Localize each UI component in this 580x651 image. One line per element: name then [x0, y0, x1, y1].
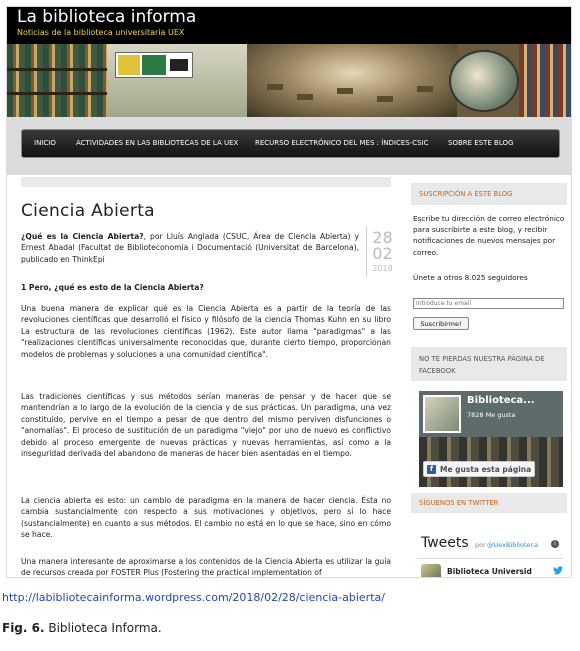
facebook-icon: f	[427, 465, 436, 474]
nav-item-recurso[interactable]: RECURSO ELECTRÓNICO DEL MES : ÍNDICES-CSIC	[255, 139, 429, 147]
bookshelf-image-right	[519, 44, 572, 117]
nav-item-sobre[interactable]: SOBRE ESTE BLOG	[448, 139, 514, 147]
blog-title[interactable]: La biblioteca informa	[17, 7, 197, 27]
figure-caption	[2, 621, 162, 635]
twitter-heading: SÍGUENOS EN TWITTER	[411, 493, 567, 513]
bookshelf-image	[7, 44, 107, 117]
blog-screenshot	[6, 6, 572, 578]
twitter-avatar[interactable]	[421, 564, 441, 578]
post-paragraph: Una buena manera de explicar qué es la Ciencia Abierta es a partir de la teoría de las revoluciones científicas que desarrolló el físico y filósofo de la ciencia Thomas Kuhn en su libro La estructura de las revoluciones científicas (1962). Este autor llama "paradigmas" a las "realizaciones científicas universalmente reconocidas que, durante cierto tiempo, proporcionan modelos de problemas y soluciones a una comunidad científica".	[21, 304, 391, 359]
biblioteca-logo	[115, 52, 193, 78]
globe-image	[449, 50, 519, 112]
sidebar	[411, 175, 572, 578]
blog-subtitle: Noticias de la biblioteca universitaria UEX	[17, 28, 185, 37]
post-area	[21, 175, 397, 578]
facebook-page-avatar[interactable]	[423, 395, 461, 433]
post-title[interactable]: Ciencia Abierta	[21, 201, 155, 221]
facebook-heading: NO TE PIERDAS NUESTRA PÁGINA DE FACEBOOK	[411, 347, 567, 381]
nav-item-inicio[interactable]: INICIO	[34, 139, 56, 147]
post-date	[366, 226, 397, 276]
reading-room-image	[247, 44, 457, 117]
post-date-month: 02	[372, 244, 393, 263]
source-url[interactable]: http://labibliotecainforma.wordpress.com/2018/02/28/ciencia-abierta/	[2, 591, 385, 604]
post-paragraph: Las tradiciones científicas y sus métodos serían maneras de pensar y de hacer que se mantendrían a lo largo de la evolución de la ciencia y de sus prácticas. Un paradigma, una vez constituido, pervive en el tiempo a pesar de que dentro del mismo perviven disfunciones o "anomalías". El proceso de sustitución de un paradigma "viejo" por uno de nuevo es conflictivo debido al proceso emergente de nuevas prácticas y nuevas herramientas, así como a la inseguridad derivada del abandono de maneras de hacer bien asentadas en el tiempo.	[21, 392, 391, 459]
nav-item-actividades[interactable]: ACTIVIDADES EN LAS BIBLIOTECAS DE LA UEX	[76, 139, 239, 147]
tweets-title: Tweets	[421, 535, 469, 551]
header-banner-image	[7, 44, 572, 117]
figure-text: Biblioteca Informa.	[44, 621, 162, 635]
followers-count: Únete a otros 8.025 seguidores	[413, 273, 528, 282]
twitter-divider	[417, 558, 563, 559]
figure-label: Fig. 6.	[2, 621, 45, 635]
intro-text: , por Lluís Anglada (CSUC, Área de Ciencia Abierta) y Ernest Abadal (Facultat de Biblioteconomia i Documentació (Universitat de Barcelona), publicado en ThinkEpi	[21, 232, 359, 264]
twitter-user-name[interactable]: Biblioteca Universid	[447, 567, 532, 576]
facebook-widget[interactable]	[419, 391, 563, 487]
subscribe-button[interactable]: Suscribirme!	[413, 317, 469, 330]
main-nav	[21, 129, 560, 158]
email-field[interactable]	[413, 298, 564, 309]
section-heading: 1 Pero, ¿qué es esto de la Ciencia Abierta?	[21, 283, 204, 292]
tweets-by: por	[475, 541, 486, 549]
facebook-page-name[interactable]: Biblioteca...	[467, 395, 535, 406]
subscribe-text: Escribe tu dirección de correo electrónico para suscribirte a este blog, y recibir notificaciones de nuevos mensajes por correo.	[413, 214, 565, 257]
post-date-year: 2018	[372, 264, 393, 273]
post-divider	[21, 177, 391, 187]
post-date-day: 28	[372, 228, 393, 247]
intro-link[interactable]: ¿Qué es la Ciencia Abierta?	[21, 232, 144, 241]
twitter-handle-link[interactable]: @UexBiblioteca	[487, 541, 539, 549]
post-paragraph: La ciencia abierta es esto: un cambio de paradigma en la manera de hacer ciencia. Ésta no cambia sustancialmente con respecto a sus motivaciones y objetivos, pero sí lo hace (sustancialmente) en cuanto a sus métodos. El cambio no está en lo que se hace, sino en cómo se hace.	[21, 496, 391, 540]
post-paragraph: Una manera interesante de aproximarse a los contenidos de la Ciencia Abierta es utilizar la guía de recursos creada por FOSTER Plus (Fostering the practical implementation of	[21, 557, 391, 578]
like-label: Me gusta esta página	[440, 465, 532, 474]
facebook-likes: 7828 Me gusta	[467, 411, 516, 419]
facebook-like-button[interactable]	[423, 461, 535, 477]
subscribe-heading: SUSCRIPCIÓN A ESTE BLOG	[411, 183, 567, 205]
info-icon[interactable]: i	[551, 540, 559, 548]
blog-header	[7, 7, 572, 44]
twitter-bird-icon	[553, 566, 563, 575]
post-intro	[21, 231, 359, 265]
